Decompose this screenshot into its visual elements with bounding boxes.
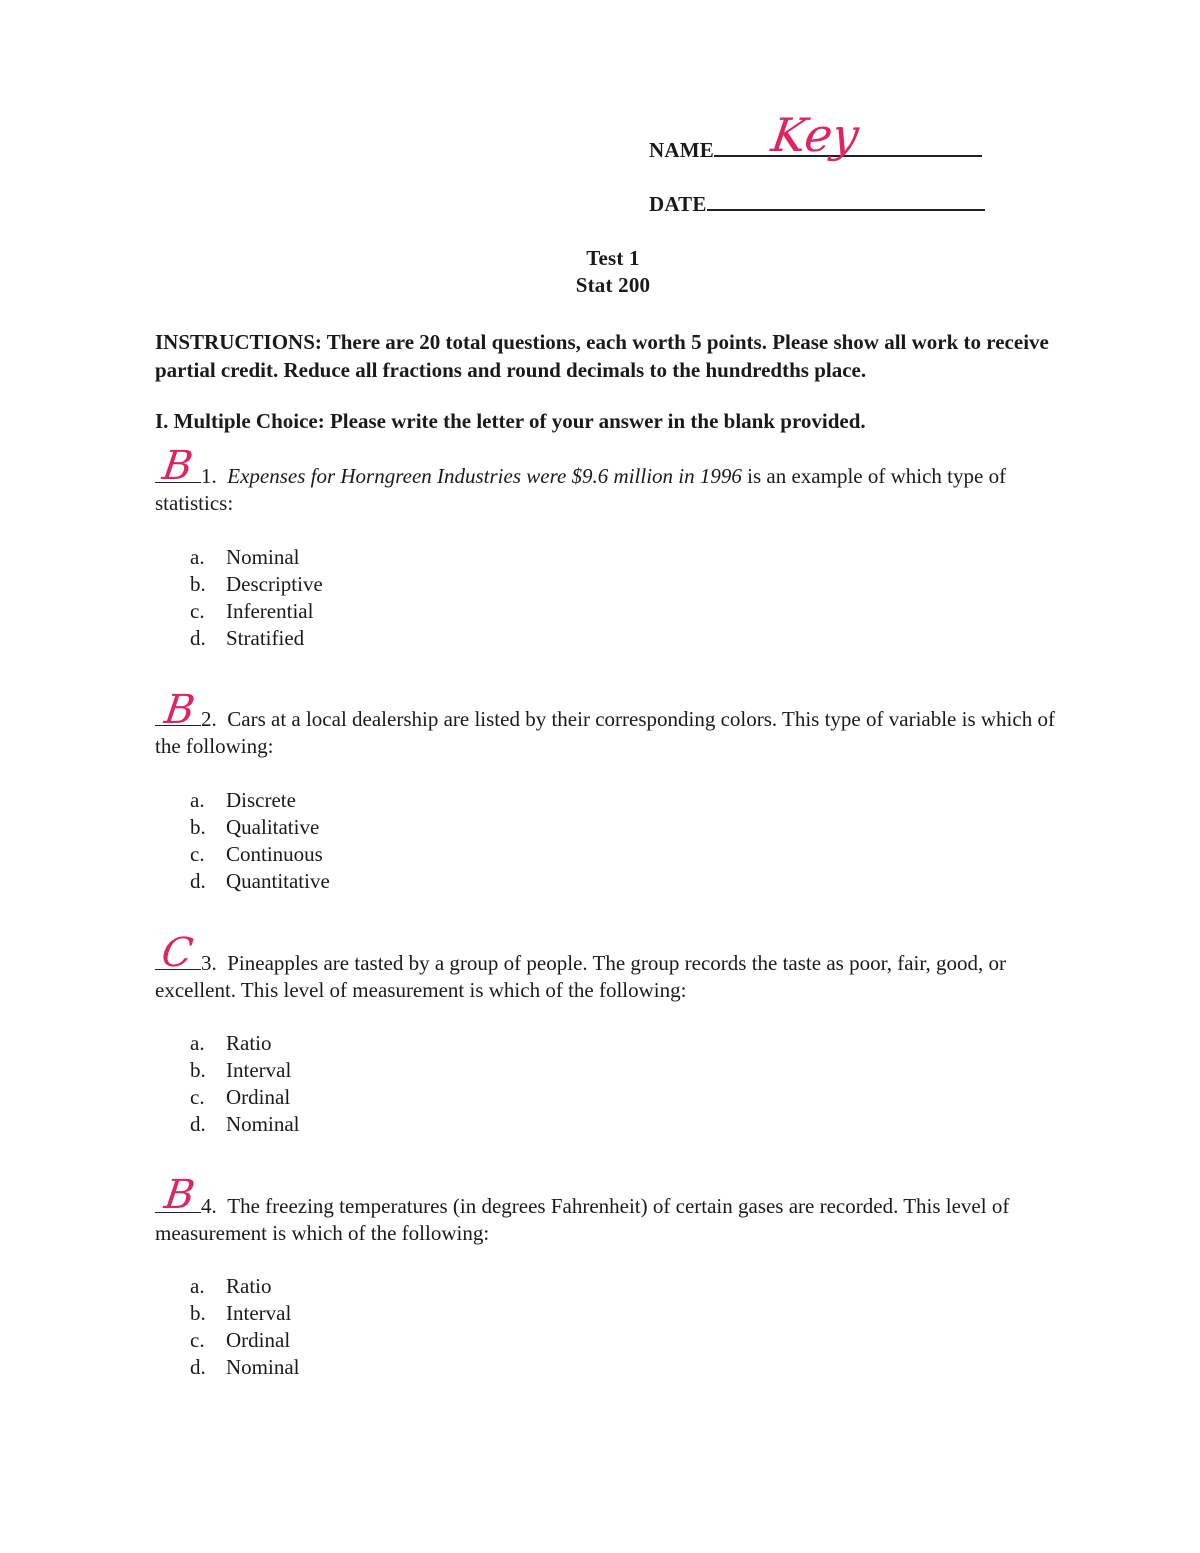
question-text: The freezing temperatures (in degrees Fahrenheit) of certain gases are recorded. This level of measurement is which of the following:	[155, 1194, 1010, 1245]
question-text: Cars at a local dealership are listed by their corresponding colors. This type of variable is which of the following:	[155, 707, 1055, 758]
option-item[interactable]: b. Qualitative	[190, 815, 320, 839]
option-item[interactable]: c. Continuous	[190, 842, 323, 866]
option-item[interactable]: d. Nominal	[190, 1355, 300, 1379]
options-2	[190, 787, 330, 895]
name-label: NAME	[649, 138, 714, 162]
course-title: Stat 200	[575, 273, 651, 297]
question-number: 1.	[201, 464, 217, 488]
instructions: INSTRUCTIONS: There are 20 total questions, each worth 5 points. Please show all work to receive partial credit. Reduce all fractions and round decimals to the hundredths place.	[155, 330, 1049, 382]
option-item[interactable]: c. Ordinal	[190, 1328, 291, 1352]
question-italic-text: Expenses for Horngreen Industries were $9.6 million in 1996	[227, 464, 742, 488]
date-label: DATE	[649, 192, 707, 216]
option-item[interactable]: a. Nominal	[190, 545, 300, 569]
option-item[interactable]: c. Ordinal	[190, 1085, 291, 1109]
options-1	[190, 544, 323, 652]
options-3	[190, 1030, 300, 1138]
question-number: 4.	[201, 1194, 217, 1218]
answer-handwriting-1: B	[159, 443, 196, 489]
option-item[interactable]: b. Interval	[190, 1058, 292, 1082]
question-4	[155, 1193, 1055, 1247]
answer-handwriting-3: C	[158, 930, 196, 976]
section-heading: I. Multiple Choice: Please write the letter of your answer in the blank provided.	[155, 409, 866, 433]
option-item[interactable]: b. Descriptive	[190, 572, 323, 596]
question-number: 3.	[201, 951, 217, 975]
question-2	[155, 706, 1055, 760]
option-item[interactable]: a. Ratio	[190, 1274, 272, 1298]
question-text: Pineapples are tasted by a group of people. The group records the taste as poor, fair, good, or excellent. This level of measurement is which of the following:	[155, 951, 1007, 1002]
question-3	[155, 950, 1055, 1004]
option-item[interactable]: b. Interval	[190, 1301, 292, 1325]
option-item[interactable]: d. Nominal	[190, 1112, 300, 1136]
name-handwriting: Key	[768, 108, 863, 162]
date-line[interactable]	[707, 195, 985, 211]
option-item[interactable]: d. Quantitative	[190, 869, 330, 893]
option-item[interactable]: d. Stratified	[190, 626, 305, 650]
option-item[interactable]: a. Ratio	[190, 1031, 272, 1055]
answer-handwriting-4: B	[161, 1172, 198, 1218]
question-text: is an example of which type of statistics:	[155, 464, 1007, 515]
option-item[interactable]: c. Inferential	[190, 599, 314, 623]
answer-handwriting-2: B	[161, 687, 198, 733]
question-1	[155, 463, 1055, 517]
question-number: 2.	[201, 707, 217, 731]
date-field	[649, 192, 985, 217]
test-title: Test 1	[586, 246, 640, 270]
options-4	[190, 1273, 300, 1381]
option-item[interactable]: a. Discrete	[190, 788, 296, 812]
